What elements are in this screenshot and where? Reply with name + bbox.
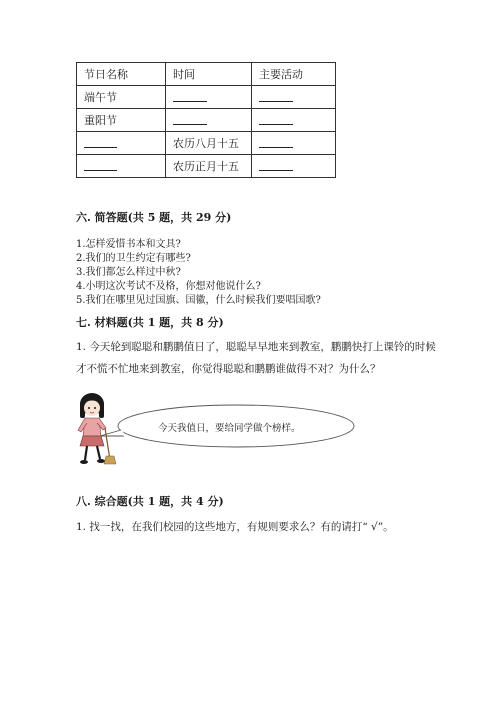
festival-name-blank-cell[interactable] bbox=[77, 155, 166, 178]
comprehensive-question-line: 1. 找一找，在我们校园的这些地方，有规则要求么？有的请打“ √”。 bbox=[76, 521, 394, 533]
material-text-line1: 1. 今天轮到聪聪和鹏鹏值日了，聪聪早早地来到教室，鹏鹏快打上课铃的时候 bbox=[76, 341, 436, 353]
header-time: 时间 bbox=[166, 63, 252, 86]
question-item: 2.我们的卫生约定有哪些? bbox=[76, 253, 191, 264]
section8-title: 八. 综合题(共 1 题，共 4 分) bbox=[76, 495, 224, 508]
table-row bbox=[77, 132, 336, 155]
material-text-line2: 才不慌不忙地来到教室，你觉得聪聪和鹏鹏谁做得不对？为什么？ bbox=[76, 363, 381, 375]
festival-table bbox=[76, 62, 336, 178]
time-cell: 农历八月十五 bbox=[166, 132, 252, 155]
fill-blank-line bbox=[259, 139, 293, 148]
time-cell: 农历正月十五 bbox=[166, 155, 252, 178]
section7-title: 七. 材料题(共 1 题，共 8 分) bbox=[76, 316, 224, 329]
activity-blank-cell[interactable] bbox=[252, 132, 336, 155]
festival-name-blank-cell[interactable] bbox=[77, 132, 166, 155]
fill-blank-line bbox=[259, 116, 293, 125]
fill-blank-line bbox=[173, 116, 207, 125]
question-item: 1.怎样爱惜书本和文具? bbox=[76, 239, 181, 250]
table-row bbox=[77, 86, 336, 109]
question-item: 4.小明这次考试不及格，你想对他说什么? bbox=[76, 281, 261, 292]
activity-blank-cell[interactable] bbox=[252, 109, 336, 132]
activity-blank-cell[interactable] bbox=[252, 155, 336, 178]
child-figure-icon bbox=[78, 393, 116, 464]
festival-name-cell: 端午节 bbox=[77, 86, 166, 109]
activity-blank-cell[interactable] bbox=[252, 86, 336, 109]
time-blank-cell[interactable] bbox=[166, 86, 252, 109]
header-festival-name: 节日名称 bbox=[77, 63, 166, 86]
fill-blank-line bbox=[259, 93, 293, 102]
question-item: 3.我们都怎么样过中秋? bbox=[76, 267, 181, 278]
fill-blank-line bbox=[84, 162, 117, 171]
fill-blank-line bbox=[84, 139, 117, 148]
time-blank-cell[interactable] bbox=[166, 109, 252, 132]
section6-title: 六. 简答题(共 5 题，共 29 分) bbox=[76, 211, 232, 224]
fill-blank-line bbox=[173, 93, 207, 102]
header-activity: 主要活动 bbox=[252, 63, 336, 86]
table-row bbox=[77, 109, 336, 132]
speech-bubble-text: 今天我值日，要给同学做个榜样。 bbox=[158, 423, 301, 434]
table-header-row bbox=[77, 63, 336, 86]
question-item: 5.我们在哪里见过国旗、国徽，什么时候我们要唱国歌? bbox=[76, 295, 321, 306]
table-row bbox=[77, 155, 336, 178]
festival-name-cell: 重阳节 bbox=[77, 109, 166, 132]
fill-blank-line bbox=[259, 162, 293, 171]
